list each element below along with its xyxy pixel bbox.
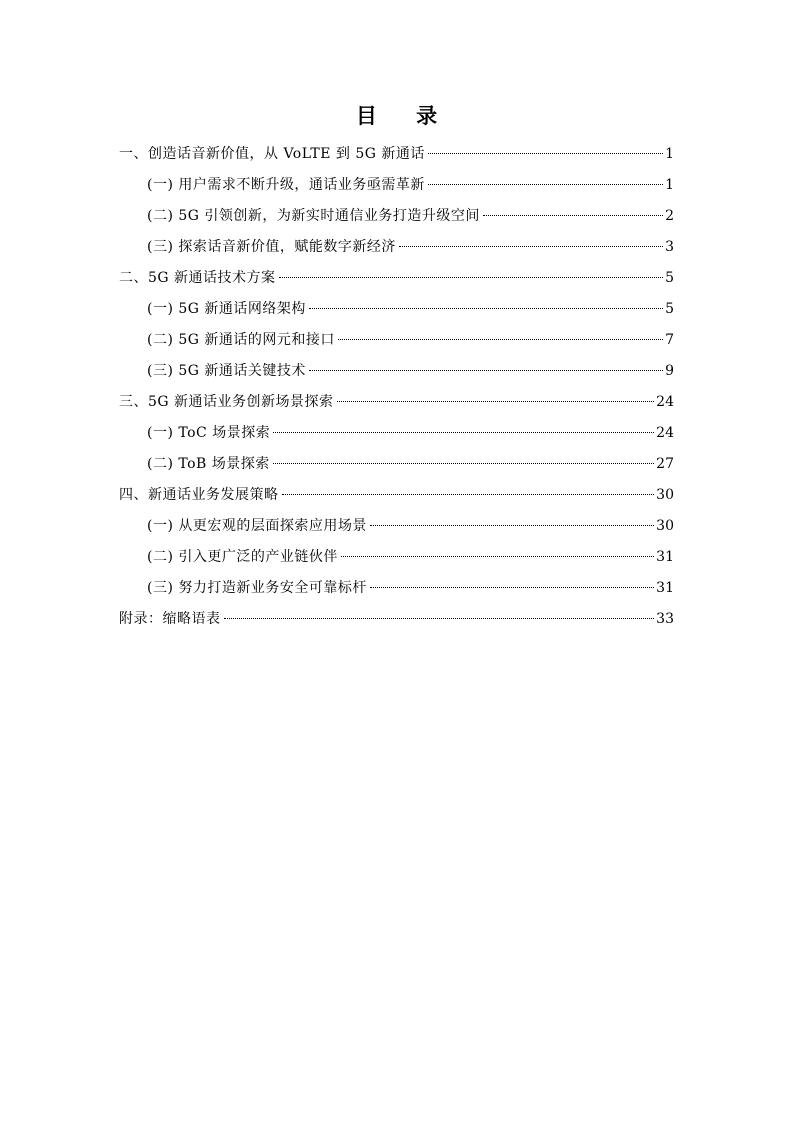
toc-entry-label: (一) 用户需求不断升级，通话业务亟需革新	[147, 177, 425, 193]
toc-dot-leader	[483, 214, 663, 216]
toc-page-number: 24	[656, 425, 674, 441]
toc-entry-label: (三) 5G 新通话关键技术	[147, 363, 306, 379]
toc-dot-leader	[370, 586, 654, 588]
toc-entry[interactable]	[119, 139, 674, 170]
toc-entry[interactable]	[119, 201, 674, 232]
toc-entry-label: (一) ToC 场景探索	[147, 425, 271, 441]
toc-entry[interactable]	[119, 449, 674, 480]
toc-dot-leader	[273, 431, 654, 433]
toc-entry-label: (二) 5G 引领创新，为新实时通信业务打造升级空间	[147, 208, 480, 224]
toc-entry-label: 三、5G 新通话业务创新场景探索	[119, 394, 334, 410]
toc-entry[interactable]	[119, 170, 674, 201]
toc-page-number: 2	[665, 208, 674, 224]
toc-entry[interactable]	[119, 418, 674, 449]
toc-page-number: 31	[656, 549, 674, 565]
toc-entry[interactable]	[119, 325, 674, 356]
toc-dot-leader	[224, 617, 655, 619]
toc-entry-label: (二) ToB 场景探索	[147, 456, 270, 472]
toc-page-number: 3	[665, 239, 674, 255]
toc-page-number: 30	[656, 518, 674, 534]
toc-entry-label: 二、5G 新通话技术方案	[119, 270, 276, 286]
toc-entry[interactable]	[119, 356, 674, 387]
toc-dot-leader	[282, 493, 655, 495]
toc-dot-leader	[273, 462, 654, 464]
toc-entry-label: 附录：缩略语表	[119, 611, 221, 627]
toc-entry[interactable]	[119, 232, 674, 263]
toc-entry-label: (三) 探索话音新价值，赋能数字新经济	[147, 239, 396, 255]
toc-page-number: 31	[656, 580, 674, 596]
toc-dot-leader	[279, 276, 664, 278]
toc-entry[interactable]	[119, 294, 674, 325]
toc-entry[interactable]	[119, 542, 674, 573]
toc-page-number: 30	[656, 487, 674, 503]
toc-page-number: 9	[665, 363, 674, 379]
toc-page-number: 27	[656, 456, 674, 472]
toc-page-number: 7	[665, 332, 674, 348]
toc-page-number: 33	[656, 611, 674, 627]
toc-entry[interactable]	[119, 387, 674, 418]
toc-dot-leader	[370, 524, 654, 526]
toc-page-number: 5	[665, 301, 674, 317]
toc-dot-leader	[338, 338, 663, 340]
toc-entry-label: 四、新通话业务发展策略	[119, 487, 279, 503]
toc-dot-leader	[341, 555, 654, 557]
toc-entry-label: (二) 引入更广泛的产业链伙伴	[147, 549, 338, 565]
toc-dot-leader	[428, 152, 663, 154]
toc-entry-label: (二) 5G 新通话的网元和接口	[147, 332, 335, 348]
toc-page-number: 1	[665, 177, 674, 193]
toc-title: 目 录	[355, 104, 454, 128]
toc-page-number: 24	[656, 394, 674, 410]
toc-dot-leader	[399, 245, 663, 247]
toc-entry-label: 一、创造话音新价值，从 VoLTE 到 5G 新通话	[119, 146, 425, 162]
toc-dot-leader	[309, 307, 663, 309]
toc-entry[interactable]	[119, 511, 674, 542]
toc-entry[interactable]	[119, 604, 674, 635]
toc-entry-label: (一) 从更宏观的层面探索应用场景	[147, 518, 367, 534]
toc-dot-leader	[428, 183, 663, 185]
toc-entry-label: (一) 5G 新通话网络架构	[147, 301, 306, 317]
toc-page-number: 5	[665, 270, 674, 286]
toc-dot-leader	[337, 400, 655, 402]
toc-page-number: 1	[665, 146, 674, 162]
toc-dot-leader	[309, 369, 663, 371]
table-of-contents	[119, 139, 674, 635]
toc-entry[interactable]	[119, 480, 674, 511]
toc-entry-label: (三) 努力打造新业务安全可靠标杆	[147, 580, 367, 596]
toc-entry[interactable]	[119, 573, 674, 604]
toc-entry[interactable]	[119, 263, 674, 294]
